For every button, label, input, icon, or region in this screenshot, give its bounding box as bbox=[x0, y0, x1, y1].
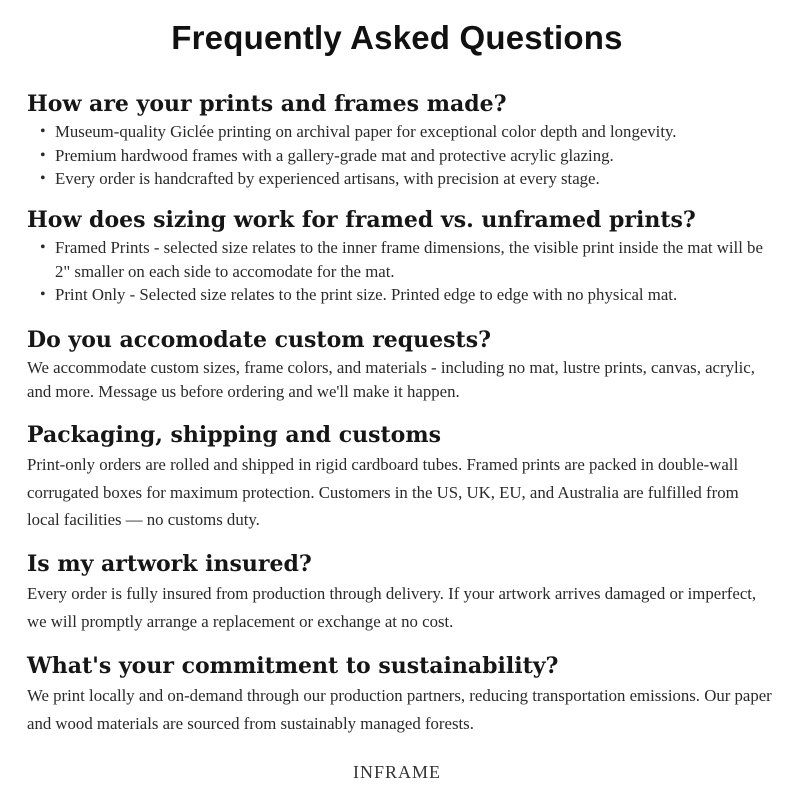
brand-logo: INFRAME bbox=[352, 762, 441, 782]
faq-section-insurance bbox=[27, 550, 772, 635]
faq-answer: Every order is fully insured from production through delivery. If your artwork arrives damaged or imperfect, we will promptly arrange a replacement or exchange at no cost. bbox=[27, 584, 757, 631]
bullet-icon: • bbox=[40, 239, 46, 256]
faq-section-sizing bbox=[27, 206, 772, 307]
faq-section-custom-requests bbox=[27, 326, 772, 404]
bullet-icon: • bbox=[40, 123, 46, 140]
faq-section-sustainability bbox=[27, 652, 772, 737]
bullet-icon: • bbox=[40, 146, 46, 164]
list-item: • Framed Prints - selected size relates to the inner frame dimensions, the visible print inside the mat will be 2" smaller on each side to accomodate for the mat. bbox=[40, 238, 763, 281]
faq-question: Packaging, shipping and customs bbox=[27, 422, 442, 448]
faq-question: How are your prints and frames made? bbox=[27, 91, 507, 117]
list-item: • Every order is handcrafted by experienced artisans, with precision at every stage. bbox=[27, 167, 772, 191]
list-item: • Premium hardwood frames with a gallery-grade mat and protective acrylic glazing. bbox=[27, 144, 772, 168]
bullet-icon: • bbox=[40, 170, 46, 187]
list-item: • Print Only - Selected size relates to the print size. Printed edge to edge with no physical mat. bbox=[27, 283, 772, 307]
faq-answer: We print locally and on-demand through our production partners, reducing transportation emissions. Our paper and wood materials are sourced from sustainably managed forests. bbox=[27, 686, 772, 733]
faq-bullet-list bbox=[27, 120, 772, 191]
faq-section-shipping bbox=[27, 421, 772, 534]
faq-answer: We accommodate custom sizes, frame colors, and materials - including no mat, lustre prints, canvas, acrylic, and more. Message us before ordering and we'll make it happen. bbox=[27, 358, 755, 401]
page-title: Frequently Asked Questions bbox=[171, 19, 623, 56]
faq-answer: Print-only orders are rolled and shipped in rigid cardboard tubes. Framed prints are packed in double-wall corrugated boxes for maximum protection. Customers in the US, UK, EU, and Australia are fulfilled from local facilities — no customs duty. bbox=[27, 455, 739, 529]
faq-question: Do you accomodate custom requests? bbox=[27, 327, 491, 353]
faq-question: What's your commitment to sustainability? bbox=[27, 653, 559, 679]
faq-question: How does sizing work for framed vs. unframed prints? bbox=[27, 207, 696, 233]
faq-bullet-list bbox=[27, 236, 772, 307]
faq-question: Is my artwork insured? bbox=[27, 551, 312, 577]
list-item: • Museum-quality Giclée printing on archival paper for exceptional color depth and longevity. bbox=[27, 120, 772, 144]
faq-section-production bbox=[27, 90, 772, 191]
bullet-icon: • bbox=[40, 286, 46, 303]
